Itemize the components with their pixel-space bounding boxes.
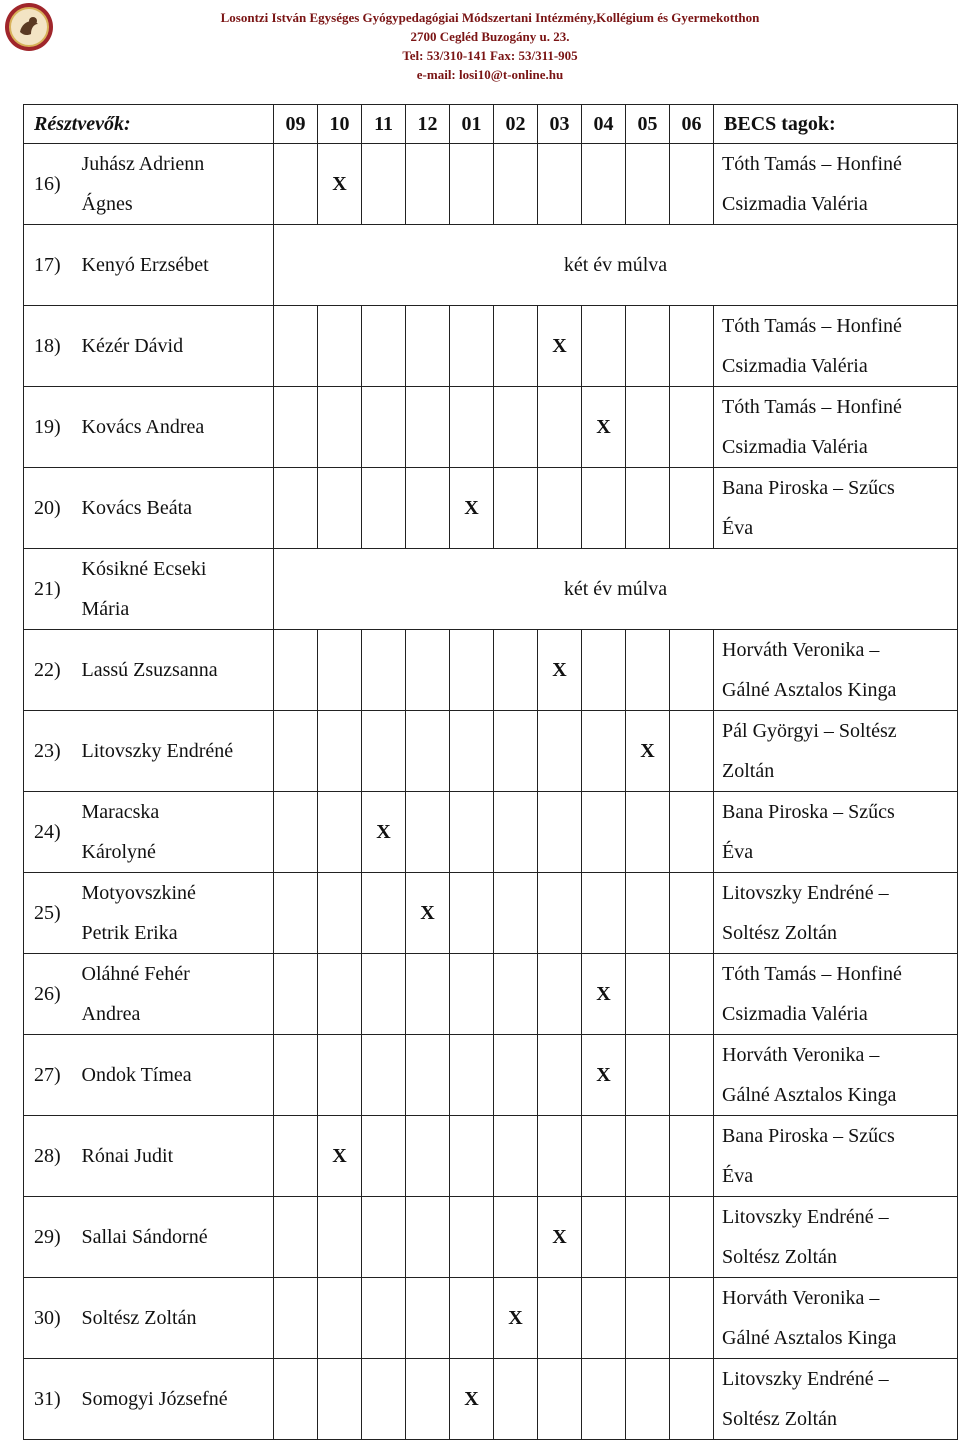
month-cell-04 bbox=[582, 144, 626, 225]
month-cell-03 bbox=[538, 954, 582, 1035]
row-number: 16) bbox=[24, 144, 82, 225]
becs-member-line: Csizmadia Valéria bbox=[722, 193, 868, 215]
becs-members bbox=[714, 1116, 958, 1197]
becs-member-line: Csizmadia Valéria bbox=[722, 355, 868, 377]
table-row bbox=[24, 873, 958, 954]
month-cell-11 bbox=[362, 387, 406, 468]
month-cell-11 bbox=[362, 792, 406, 873]
table-row bbox=[24, 549, 958, 630]
month-cell-12 bbox=[406, 792, 450, 873]
becs-member-line: Éva bbox=[722, 841, 754, 863]
attendance-mark: X bbox=[464, 497, 479, 519]
month-cell-02 bbox=[494, 1197, 538, 1278]
month-cell-09 bbox=[274, 711, 318, 792]
table-row bbox=[24, 306, 958, 387]
participants-table bbox=[23, 104, 958, 1440]
month-cell-03 bbox=[538, 1035, 582, 1116]
month-cell-04 bbox=[582, 954, 626, 1035]
month-cell-05 bbox=[626, 1116, 670, 1197]
month-cell-02 bbox=[494, 954, 538, 1035]
attendance-mark: X bbox=[596, 416, 611, 438]
becs-member-line: Soltész Zoltán bbox=[722, 1408, 837, 1430]
month-cell-06 bbox=[670, 792, 714, 873]
participant-name bbox=[82, 1035, 274, 1116]
month-cell-01 bbox=[450, 306, 494, 387]
month-cell-04 bbox=[582, 711, 626, 792]
table-row bbox=[24, 1197, 958, 1278]
month-cell-02 bbox=[494, 711, 538, 792]
month-cell-04 bbox=[582, 1359, 626, 1440]
month-cell-12 bbox=[406, 387, 450, 468]
month-cell-05 bbox=[626, 792, 670, 873]
month-cell-11 bbox=[362, 1116, 406, 1197]
attendance-mark: X bbox=[464, 1388, 479, 1410]
becs-members bbox=[714, 630, 958, 711]
month-cell-05 bbox=[626, 387, 670, 468]
month-cell-10 bbox=[318, 468, 362, 549]
header-row bbox=[24, 105, 958, 144]
participant-name-line: Motyovszkiné bbox=[81, 882, 196, 904]
month-cell-05 bbox=[626, 144, 670, 225]
month-cell-10 bbox=[318, 873, 362, 954]
month-cell-01 bbox=[450, 954, 494, 1035]
table-row bbox=[24, 1035, 958, 1116]
table-row bbox=[24, 954, 958, 1035]
month-cell-10 bbox=[318, 1278, 362, 1359]
month-cell-06 bbox=[670, 873, 714, 954]
participant-name bbox=[82, 549, 274, 630]
becs-members bbox=[714, 792, 958, 873]
month-cell-06 bbox=[670, 1035, 714, 1116]
month-cell-04 bbox=[582, 1278, 626, 1359]
becs-members bbox=[714, 873, 958, 954]
month-cell-02 bbox=[494, 387, 538, 468]
participant-name bbox=[82, 954, 274, 1035]
month-cell-04 bbox=[582, 1116, 626, 1197]
month-cell-06 bbox=[670, 954, 714, 1035]
month-cell-12 bbox=[406, 306, 450, 387]
row-number: 31) bbox=[24, 1359, 82, 1440]
month-cell-11 bbox=[362, 954, 406, 1035]
month-cell-10 bbox=[318, 144, 362, 225]
participant-name bbox=[82, 1278, 274, 1359]
attendance-mark: X bbox=[376, 821, 391, 843]
month-cell-09 bbox=[274, 630, 318, 711]
month-cell-06 bbox=[670, 468, 714, 549]
becs-member-line: Litovszky Endréné – bbox=[722, 882, 889, 904]
month-cell-02 bbox=[494, 1278, 538, 1359]
month-cell-10 bbox=[318, 630, 362, 711]
becs-members bbox=[714, 387, 958, 468]
table-row bbox=[24, 468, 958, 549]
row-number: 29) bbox=[24, 1197, 82, 1278]
participant-name-line: Kovács Andrea bbox=[81, 416, 205, 438]
month-cell-03 bbox=[538, 711, 582, 792]
month-cell-09 bbox=[274, 144, 318, 225]
becs-member-line: Soltész Zoltán bbox=[722, 922, 837, 944]
becs-member-line: Tóth Tamás – Honfiné bbox=[722, 153, 902, 175]
becs-member-line: Csizmadia Valéria bbox=[722, 1003, 868, 1025]
participant-name bbox=[82, 468, 274, 549]
month-cell-09 bbox=[274, 1359, 318, 1440]
month-cell-10 bbox=[318, 954, 362, 1035]
month-cell-03 bbox=[538, 306, 582, 387]
schedule-note: két év múlva bbox=[274, 225, 958, 306]
month-cell-02 bbox=[494, 1359, 538, 1440]
table-row bbox=[24, 1278, 958, 1359]
month-cell-09 bbox=[274, 792, 318, 873]
month-cell-04 bbox=[582, 1035, 626, 1116]
becs-member-line: Bana Piroska – Szűcs bbox=[722, 477, 895, 499]
month-cell-12 bbox=[406, 1197, 450, 1278]
month-cell-09 bbox=[274, 306, 318, 387]
month-cell-09 bbox=[274, 1035, 318, 1116]
month-cell-01 bbox=[450, 387, 494, 468]
month-cell-03 bbox=[538, 468, 582, 549]
month-cell-12 bbox=[406, 1035, 450, 1116]
month-cell-10 bbox=[318, 792, 362, 873]
month-cell-06 bbox=[670, 1197, 714, 1278]
becs-member-line: Éva bbox=[722, 1165, 754, 1187]
attendance-mark: X bbox=[596, 1064, 611, 1086]
becs-member-line: Tóth Tamás – Honfiné bbox=[722, 315, 902, 337]
institution-address: 2700 Cegléd Buzogány u. 23. bbox=[410, 29, 570, 44]
month-cell-01 bbox=[450, 873, 494, 954]
month-cell-05 bbox=[626, 711, 670, 792]
participant-name-line: Kósikné Ecseki bbox=[81, 558, 207, 580]
month-cell-10 bbox=[318, 711, 362, 792]
month-cell-11 bbox=[362, 306, 406, 387]
row-number: 27) bbox=[24, 1035, 82, 1116]
participant-name bbox=[82, 306, 274, 387]
participant-name bbox=[82, 792, 274, 873]
becs-member-line: Csizmadia Valéria bbox=[722, 436, 868, 458]
month-cell-12 bbox=[406, 873, 450, 954]
participant-name-line: Juhász Adrienn bbox=[81, 153, 205, 175]
month-cell-12 bbox=[406, 1116, 450, 1197]
month-cell-10 bbox=[318, 1035, 362, 1116]
participant-name-line: Andrea bbox=[81, 1003, 141, 1025]
table-row bbox=[24, 792, 958, 873]
month-cell-11 bbox=[362, 711, 406, 792]
institution-name: Losontzi István Egységes Gyógypedagógiai Módszertani Intézmény,Kollégium és Gyermekotthon bbox=[220, 10, 760, 25]
month-header-09: 09 bbox=[274, 105, 318, 144]
month-cell-06 bbox=[670, 1278, 714, 1359]
row-number: 23) bbox=[24, 711, 82, 792]
month-header-12: 12 bbox=[406, 105, 450, 144]
participant-name bbox=[82, 630, 274, 711]
month-cell-09 bbox=[274, 873, 318, 954]
month-cell-01 bbox=[450, 711, 494, 792]
month-cell-11 bbox=[362, 1359, 406, 1440]
month-cell-01 bbox=[450, 144, 494, 225]
month-cell-04 bbox=[582, 306, 626, 387]
becs-member-line: Gálné Asztalos Kinga bbox=[722, 679, 897, 701]
month-cell-03 bbox=[538, 873, 582, 954]
month-header-03: 03 bbox=[538, 105, 582, 144]
month-cell-05 bbox=[626, 873, 670, 954]
becs-members bbox=[714, 144, 958, 225]
month-cell-11 bbox=[362, 1197, 406, 1278]
participant-name-line: Rónai Judit bbox=[81, 1145, 174, 1167]
table-row bbox=[24, 387, 958, 468]
becs-member-line: Gálné Asztalos Kinga bbox=[722, 1327, 897, 1349]
month-cell-05 bbox=[626, 954, 670, 1035]
month-cell-04 bbox=[582, 873, 626, 954]
participant-name bbox=[82, 225, 274, 306]
month-cell-09 bbox=[274, 1197, 318, 1278]
month-cell-10 bbox=[318, 306, 362, 387]
month-cell-03 bbox=[538, 387, 582, 468]
institution-phone-fax: Tel: 53/310-141 Fax: 53/311-905 bbox=[402, 48, 578, 63]
month-cell-02 bbox=[494, 792, 538, 873]
row-number: 21) bbox=[24, 549, 82, 630]
participant-name-line: Ágnes bbox=[81, 193, 133, 215]
becs-member-line: Litovszky Endréné – bbox=[722, 1368, 889, 1390]
becs-member-line: Litovszky Endréné – bbox=[722, 1206, 889, 1228]
becs-member-line: Horváth Veronika – bbox=[722, 639, 880, 661]
attendance-mark: X bbox=[508, 1307, 523, 1329]
participant-name-line: Kenyó Erzsébet bbox=[81, 254, 209, 276]
participant-name bbox=[82, 144, 274, 225]
row-number: 20) bbox=[24, 468, 82, 549]
becs-member-line: Horváth Veronika – bbox=[722, 1044, 880, 1066]
row-number: 28) bbox=[24, 1116, 82, 1197]
month-cell-11 bbox=[362, 468, 406, 549]
participant-name-line: Maracska bbox=[81, 801, 160, 823]
participant-name-line: Károlyné bbox=[81, 841, 156, 863]
month-cell-02 bbox=[494, 144, 538, 225]
institution-email: e-mail: losi10@t-online.hu bbox=[416, 67, 564, 82]
month-cell-04 bbox=[582, 468, 626, 549]
becs-member-line: Gálné Asztalos Kinga bbox=[722, 1084, 897, 1106]
participant-name bbox=[82, 711, 274, 792]
participant-name bbox=[82, 1116, 274, 1197]
month-cell-03 bbox=[538, 792, 582, 873]
becs-member-line: Tóth Tamás – Honfiné bbox=[722, 396, 902, 418]
participant-name-line: Petrik Erika bbox=[81, 922, 178, 944]
row-number: 22) bbox=[24, 630, 82, 711]
becs-members bbox=[714, 1359, 958, 1440]
participant-name-line: Soltész Zoltán bbox=[81, 1307, 197, 1329]
participant-name-line: Litovszky Endréné bbox=[81, 740, 234, 762]
month-cell-05 bbox=[626, 468, 670, 549]
month-cell-11 bbox=[362, 144, 406, 225]
participant-name bbox=[82, 1197, 274, 1278]
participants-column-header: Résztvevők: bbox=[24, 105, 274, 144]
month-cell-02 bbox=[494, 1035, 538, 1116]
attendance-mark: X bbox=[552, 335, 567, 357]
becs-member-line: Tóth Tamás – Honfiné bbox=[722, 963, 902, 985]
month-header-11: 11 bbox=[362, 105, 406, 144]
participant-name bbox=[82, 387, 274, 468]
row-number: 19) bbox=[24, 387, 82, 468]
month-cell-03 bbox=[538, 630, 582, 711]
attendance-mark: X bbox=[640, 740, 655, 762]
month-header-10: 10 bbox=[318, 105, 362, 144]
month-cell-01 bbox=[450, 1359, 494, 1440]
month-cell-06 bbox=[670, 306, 714, 387]
month-cell-01 bbox=[450, 1278, 494, 1359]
month-cell-04 bbox=[582, 387, 626, 468]
month-cell-09 bbox=[274, 954, 318, 1035]
month-cell-12 bbox=[406, 954, 450, 1035]
row-number: 30) bbox=[24, 1278, 82, 1359]
month-cell-10 bbox=[318, 387, 362, 468]
attendance-mark: X bbox=[332, 1145, 347, 1167]
attendance-mark: X bbox=[332, 173, 347, 195]
month-cell-12 bbox=[406, 1359, 450, 1440]
month-cell-04 bbox=[582, 630, 626, 711]
month-cell-06 bbox=[670, 144, 714, 225]
month-cell-11 bbox=[362, 630, 406, 711]
month-header-05: 05 bbox=[626, 105, 670, 144]
attendance-mark: X bbox=[420, 902, 435, 924]
becs-members bbox=[714, 1278, 958, 1359]
row-number: 18) bbox=[24, 306, 82, 387]
month-cell-01 bbox=[450, 1197, 494, 1278]
attendance-mark: X bbox=[552, 659, 567, 681]
month-cell-10 bbox=[318, 1197, 362, 1278]
month-cell-02 bbox=[494, 1116, 538, 1197]
month-cell-12 bbox=[406, 711, 450, 792]
becs-members bbox=[714, 954, 958, 1035]
participant-name-line: Ondok Tímea bbox=[81, 1064, 192, 1086]
becs-member-line: Soltész Zoltán bbox=[722, 1246, 837, 1268]
participant-name-line: Mária bbox=[81, 598, 130, 620]
becs-members bbox=[714, 1035, 958, 1116]
becs-members bbox=[714, 468, 958, 549]
row-number: 24) bbox=[24, 792, 82, 873]
month-cell-03 bbox=[538, 1197, 582, 1278]
becs-members bbox=[714, 1197, 958, 1278]
month-cell-05 bbox=[626, 1359, 670, 1440]
month-cell-02 bbox=[494, 630, 538, 711]
month-cell-11 bbox=[362, 1278, 406, 1359]
participant-name-line: Lassú Zsuzsanna bbox=[81, 659, 218, 681]
month-cell-05 bbox=[626, 1197, 670, 1278]
month-cell-12 bbox=[406, 630, 450, 711]
month-cell-01 bbox=[450, 630, 494, 711]
month-cell-05 bbox=[626, 306, 670, 387]
month-header-02: 02 bbox=[494, 105, 538, 144]
month-cell-12 bbox=[406, 144, 450, 225]
month-header-04: 04 bbox=[582, 105, 626, 144]
month-cell-06 bbox=[670, 711, 714, 792]
becs-member-line: Horváth Veronika – bbox=[722, 1287, 880, 1309]
attendance-mark: X bbox=[552, 1226, 567, 1248]
table-row bbox=[24, 225, 958, 306]
row-number: 25) bbox=[24, 873, 82, 954]
month-cell-01 bbox=[450, 1116, 494, 1197]
becs-member-line: Bana Piroska – Szűcs bbox=[722, 1125, 895, 1147]
month-cell-05 bbox=[626, 630, 670, 711]
participant-name bbox=[82, 873, 274, 954]
month-cell-01 bbox=[450, 792, 494, 873]
month-cell-03 bbox=[538, 1278, 582, 1359]
month-cell-02 bbox=[494, 306, 538, 387]
month-cell-03 bbox=[538, 1359, 582, 1440]
month-cell-06 bbox=[670, 630, 714, 711]
becs-column-header: BECS tagok: bbox=[714, 105, 958, 144]
becs-member-line: Pál Györgyi – Soltész bbox=[722, 720, 897, 742]
becs-members bbox=[714, 306, 958, 387]
month-cell-11 bbox=[362, 1035, 406, 1116]
month-cell-06 bbox=[670, 1116, 714, 1197]
table-row bbox=[24, 711, 958, 792]
participant-name-line: Oláhné Fehér bbox=[81, 963, 190, 985]
participant-name-line: Kézér Dávid bbox=[81, 335, 184, 357]
month-cell-09 bbox=[274, 1278, 318, 1359]
month-cell-04 bbox=[582, 1197, 626, 1278]
row-number: 26) bbox=[24, 954, 82, 1035]
month-cell-09 bbox=[274, 387, 318, 468]
month-cell-05 bbox=[626, 1035, 670, 1116]
month-cell-09 bbox=[274, 468, 318, 549]
month-cell-03 bbox=[538, 1116, 582, 1197]
participant-name-line: Kovács Beáta bbox=[81, 497, 193, 519]
table-row bbox=[24, 1359, 958, 1440]
month-cell-01 bbox=[450, 468, 494, 549]
month-cell-02 bbox=[494, 468, 538, 549]
month-cell-12 bbox=[406, 1278, 450, 1359]
month-cell-01 bbox=[450, 1035, 494, 1116]
table-row bbox=[24, 144, 958, 225]
row-number: 17) bbox=[24, 225, 82, 306]
month-cell-03 bbox=[538, 144, 582, 225]
participant-name-line: Somogyi Józsefné bbox=[81, 1388, 228, 1410]
participant-name-line: Sallai Sándorné bbox=[81, 1226, 208, 1248]
becs-member-line: Zoltán bbox=[722, 760, 775, 782]
table-row bbox=[24, 630, 958, 711]
month-cell-09 bbox=[274, 1116, 318, 1197]
month-cell-10 bbox=[318, 1359, 362, 1440]
month-cell-02 bbox=[494, 873, 538, 954]
attendance-mark: X bbox=[596, 983, 611, 1005]
becs-members bbox=[714, 711, 958, 792]
month-cell-06 bbox=[670, 387, 714, 468]
month-header-01: 01 bbox=[450, 105, 494, 144]
month-cell-11 bbox=[362, 873, 406, 954]
schedule-note: két év múlva bbox=[274, 549, 958, 630]
month-cell-05 bbox=[626, 1278, 670, 1359]
month-cell-04 bbox=[582, 792, 626, 873]
month-cell-12 bbox=[406, 468, 450, 549]
participant-name bbox=[82, 1359, 274, 1440]
becs-member-line: Éva bbox=[722, 517, 754, 539]
letterhead bbox=[0, 0, 960, 92]
month-cell-10 bbox=[318, 1116, 362, 1197]
month-header-06: 06 bbox=[670, 105, 714, 144]
becs-member-line: Bana Piroska – Szűcs bbox=[722, 801, 895, 823]
month-cell-06 bbox=[670, 1359, 714, 1440]
table-row bbox=[24, 1116, 958, 1197]
